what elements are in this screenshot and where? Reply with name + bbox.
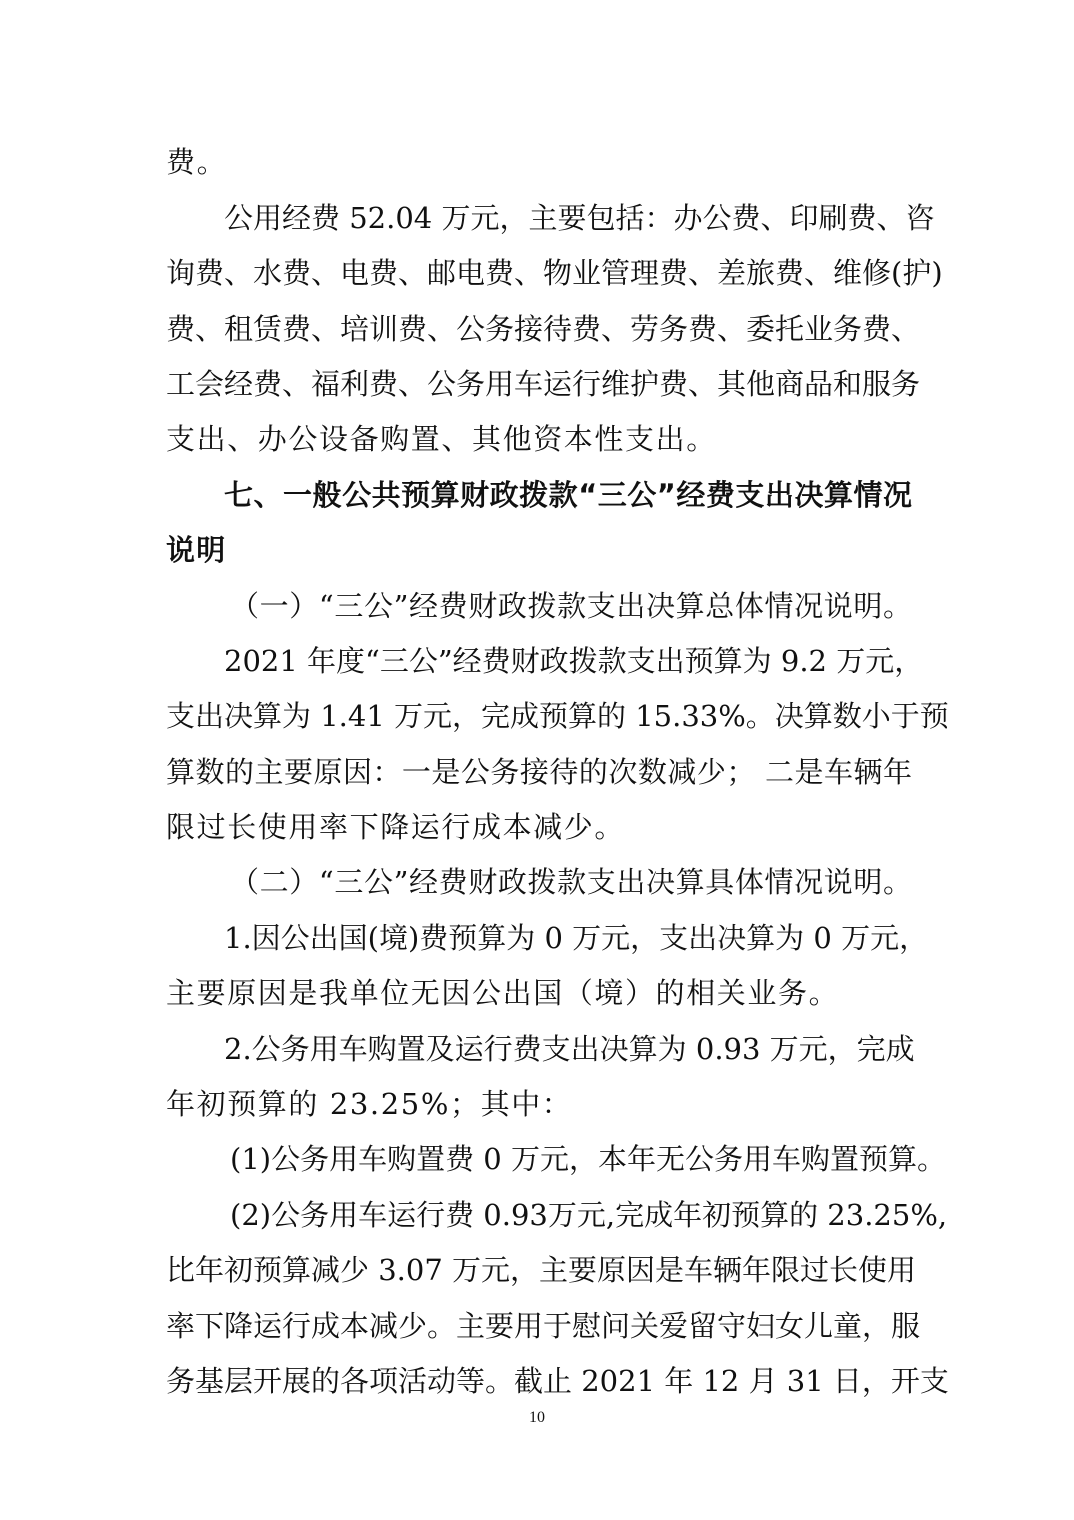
text-line: 支出、办公设备购置、其他资本性支出。 [166, 422, 717, 456]
section-heading: 七、一般公共预算财政拨款“三公”经费支出决算情况 [224, 478, 912, 512]
text-line: (1)公务用车购置费 0 万元，本年无公务用车购置预算。 [230, 1142, 946, 1176]
subsection-heading: （二）“三公”经费财政拨款支出决算具体情况说明。 [230, 865, 912, 899]
page-number: 10 [529, 1409, 545, 1426]
section-heading-continued: 说明 [166, 533, 227, 567]
text-line: 率下降运行成本减少。主要用于慰问关爱留守妇女儿童，服 [166, 1309, 921, 1343]
text-line: 支出决算为 1.41 万元，完成预算的 15.33%。决算数小于预 [166, 699, 949, 733]
text-line: 工会经费、福利费、公务用车运行维护费、其他商品和服务 [166, 367, 921, 401]
subsection-heading: （一）“三公”经费财政拨款支出决算总体情况说明。 [230, 589, 912, 623]
text-line: 2.公务用车购置及运行费支出决算为 0.93 万元，完成 [224, 1032, 915, 1066]
text-line: 询费、水费、电费、邮电费、物业管理费、差旅费、维修(护) [166, 256, 943, 290]
text-line: 公用经费 52.04 万元，主要包括：办公费、印刷费、咨 [224, 201, 935, 235]
text-line: 费。 [166, 145, 228, 179]
text-line: 算数的主要原因：一是公务接待的次数减少； 二是车辆年 [166, 755, 912, 789]
text-line: 费、租赁费、培训费、公务接待费、劳务费、委托业务费、 [166, 312, 921, 346]
text-line: 务基层开展的各项活动等。截止 2021 年 12 月 31 日，开支 [166, 1364, 949, 1398]
text-line: 主要原因是我单位无因公出国（境）的相关业务。 [166, 976, 840, 1010]
text-line: 比年初预算减少 3.07 万元，主要原因是车辆年限过长使用 [166, 1253, 917, 1287]
text-line: 1.因公出国(境)费预算为 0 万元，支出决算为 0 万元， [224, 921, 929, 955]
text-line: 年初预算的 23.25%；其中： [166, 1087, 573, 1121]
text-line: 2021 年度“三公”经费财政拨款支出预算为 9.2 万元， [224, 644, 924, 678]
text-line: (2)公务用车运行费 0.93万元,完成年初预算的 23.25%, [230, 1198, 948, 1232]
text-line: 限过长使用率下降运行成本减少。 [166, 810, 626, 844]
